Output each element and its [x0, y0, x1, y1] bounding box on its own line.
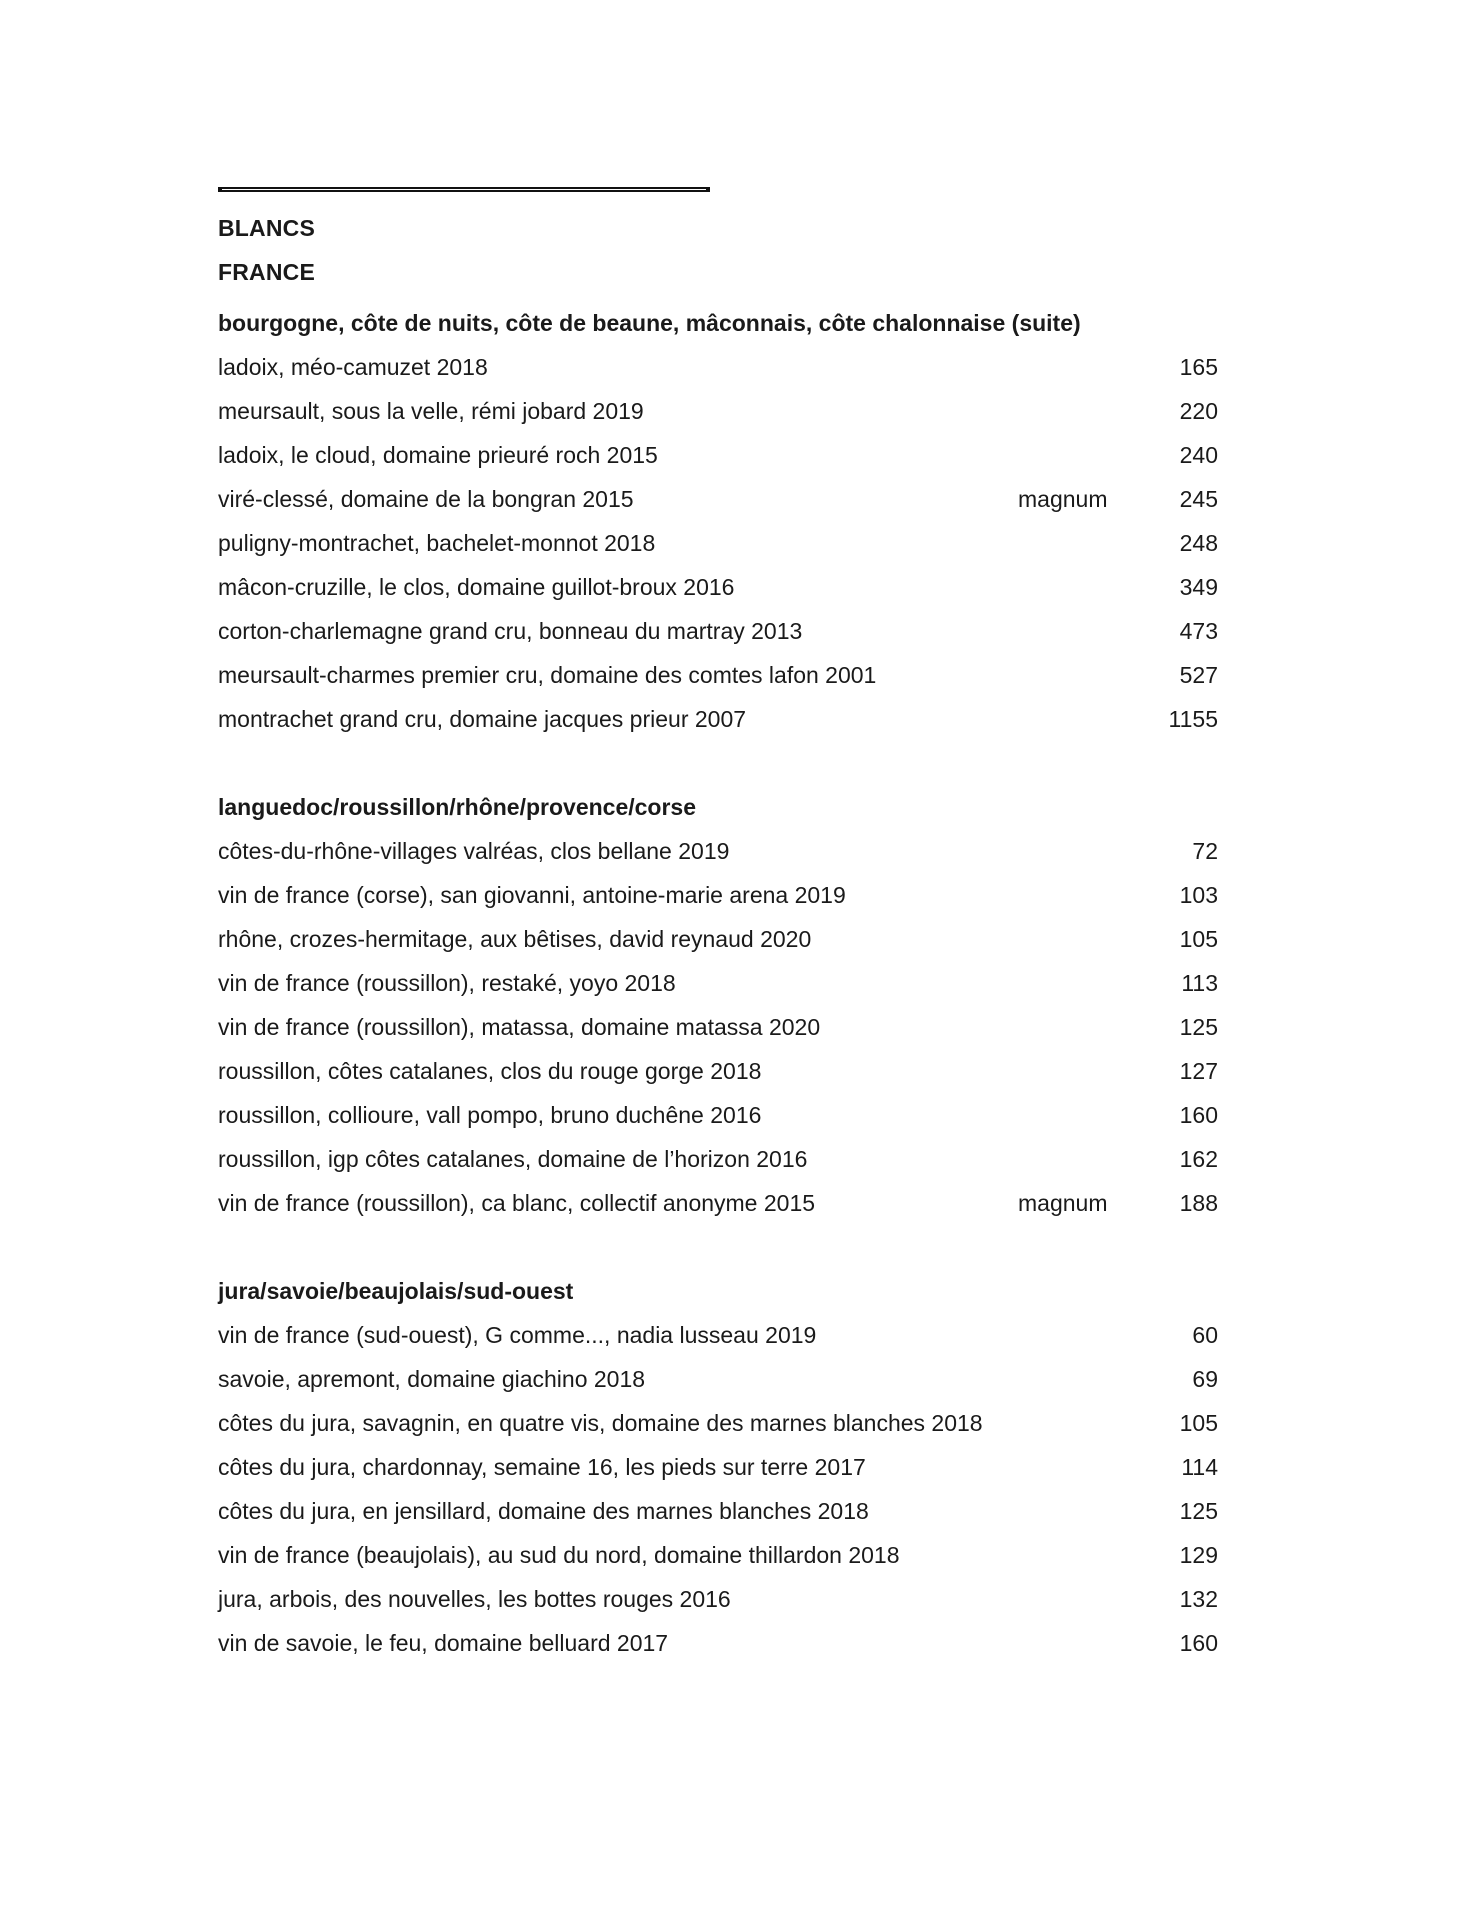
wine-row	[218, 1445, 1218, 1489]
wine-row	[218, 829, 1218, 873]
wine-row	[218, 565, 1218, 609]
wine-price: 103	[1179, 882, 1218, 908]
wine-sections	[218, 301, 1218, 1665]
wine-section	[218, 301, 1218, 741]
wine-name: savoie, apremont, domaine giachino 2018	[218, 1366, 646, 1392]
section-title: jura/savoie/beaujolais/sud-ouest	[218, 1278, 574, 1304]
wine-price: 188	[1179, 1190, 1218, 1216]
country-heading: FRANCE	[218, 259, 316, 285]
wine-row	[218, 477, 1218, 521]
wine-name: vin de france (roussillon), ca blanc, collectif anonyme 2015	[218, 1190, 816, 1216]
wine-format: magnum	[1018, 1190, 1108, 1216]
wine-price: 1155	[1168, 706, 1218, 732]
section-title: bourgogne, côte de nuits, côte de beaune, mâconnais, côte chalonnaise (suite)	[218, 310, 1081, 336]
wine-price: 245	[1179, 486, 1218, 512]
wine-name: côtes-du-rhône-villages valréas, clos bellane 2019	[218, 838, 730, 864]
wine-row	[218, 389, 1218, 433]
wine-row	[218, 1093, 1218, 1137]
wine-row	[218, 1313, 1218, 1357]
wine-name: ladoix, le cloud, domaine prieuré roch 2015	[218, 442, 658, 468]
wine-name: montrachet grand cru, domaine jacques prieur 2007	[218, 706, 747, 732]
wine-price: 113	[1181, 970, 1218, 996]
wine-price: 127	[1179, 1058, 1218, 1084]
wine-name: vin de savoie, le feu, domaine belluard 2017	[218, 1630, 669, 1656]
wine-name: ladoix, méo-camuzet 2018	[218, 354, 488, 380]
wine-section	[218, 1269, 1218, 1665]
wine-name: côtes du jura, savagnin, en quatre vis, domaine des marnes blanches 2018	[218, 1410, 983, 1436]
wine-price: 160	[1179, 1630, 1218, 1656]
wine-row	[218, 1577, 1218, 1621]
wine-price: 72	[1192, 838, 1218, 864]
wine-row	[218, 1137, 1218, 1181]
wine-price: 132	[1179, 1586, 1218, 1612]
wine-section	[218, 785, 1218, 1225]
wine-name: vin de france (roussillon), matassa, domaine matassa 2020	[218, 1014, 821, 1040]
wine-name: mâcon-cruzille, le clos, domaine guillot-broux 2016	[218, 574, 735, 600]
wine-row	[218, 521, 1218, 565]
wine-name: vin de france (corse), san giovanni, antoine-marie arena 2019	[218, 882, 846, 908]
wine-format: magnum	[1018, 486, 1108, 512]
top-divider	[218, 187, 710, 192]
wine-name: viré-clessé, domaine de la bongran 2015	[218, 486, 634, 512]
wine-price: 129	[1179, 1542, 1218, 1568]
wine-name: roussillon, côtes catalanes, clos du rouge gorge 2018	[218, 1058, 762, 1084]
wine-name: côtes du jura, chardonnay, semaine 16, les pieds sur terre 2017	[218, 1454, 866, 1480]
wine-name: roussillon, collioure, vall pompo, bruno duchêne 2016	[218, 1102, 762, 1128]
wine-name: vin de france (sud-ouest), G comme..., nadia lusseau 2019	[218, 1322, 817, 1348]
wine-name: côtes du jura, en jensillard, domaine des marnes blanches 2018	[218, 1498, 869, 1524]
wine-price: 125	[1179, 1014, 1218, 1040]
wine-name: rhône, crozes-hermitage, aux bêtises, david reynaud 2020	[218, 926, 812, 952]
wine-price: 473	[1179, 618, 1218, 644]
wine-price: 165	[1179, 354, 1218, 380]
wine-list-page	[218, 187, 1218, 1665]
wine-row	[218, 1181, 1218, 1225]
wine-price: 105	[1179, 1410, 1218, 1436]
wine-name: meursault-charmes premier cru, domaine des comtes lafon 2001	[218, 662, 877, 688]
section-title: languedoc/roussillon/rhône/provence/corse	[218, 794, 697, 820]
wine-row	[218, 345, 1218, 389]
wine-row	[218, 1489, 1218, 1533]
wine-name: vin de france (beaujolais), au sud du nord, domaine thillardon 2018	[218, 1542, 900, 1568]
wine-row	[218, 1401, 1218, 1445]
wine-row	[218, 917, 1218, 961]
wine-price: 60	[1192, 1322, 1218, 1348]
wine-price: 162	[1179, 1146, 1218, 1172]
wine-row	[218, 1533, 1218, 1577]
wine-row	[218, 653, 1218, 697]
wine-price: 160	[1179, 1102, 1218, 1128]
wine-name: vin de france (roussillon), restaké, yoyo 2018	[218, 970, 676, 996]
wine-row	[218, 433, 1218, 477]
wine-name: corton-charlemagne grand cru, bonneau du martray 2013	[218, 618, 803, 644]
wine-row	[218, 961, 1218, 1005]
wine-name: puligny-montrachet, bachelet-monnot 2018	[218, 530, 656, 556]
wine-price: 125	[1179, 1498, 1218, 1524]
wine-price: 349	[1179, 574, 1218, 600]
wine-row	[218, 873, 1218, 917]
wine-price: 220	[1179, 398, 1218, 424]
wine-price: 240	[1179, 442, 1218, 468]
wine-price: 105	[1179, 926, 1218, 952]
wine-row	[218, 1357, 1218, 1401]
wine-name: roussillon, igp côtes catalanes, domaine de l’horizon 2016	[218, 1146, 808, 1172]
category-heading: BLANCS	[218, 215, 316, 241]
wine-name: meursault, sous la velle, rémi jobard 2019	[218, 398, 644, 424]
wine-row	[218, 1621, 1218, 1665]
wine-price: 114	[1181, 1454, 1218, 1480]
wine-price: 69	[1192, 1366, 1218, 1392]
wine-row	[218, 697, 1218, 741]
wine-row	[218, 1005, 1218, 1049]
wine-row	[218, 1049, 1218, 1093]
wine-row	[218, 609, 1218, 653]
wine-name: jura, arbois, des nouvelles, les bottes rouges 2016	[218, 1586, 731, 1612]
wine-price: 527	[1179, 662, 1218, 688]
wine-price: 248	[1179, 530, 1218, 556]
